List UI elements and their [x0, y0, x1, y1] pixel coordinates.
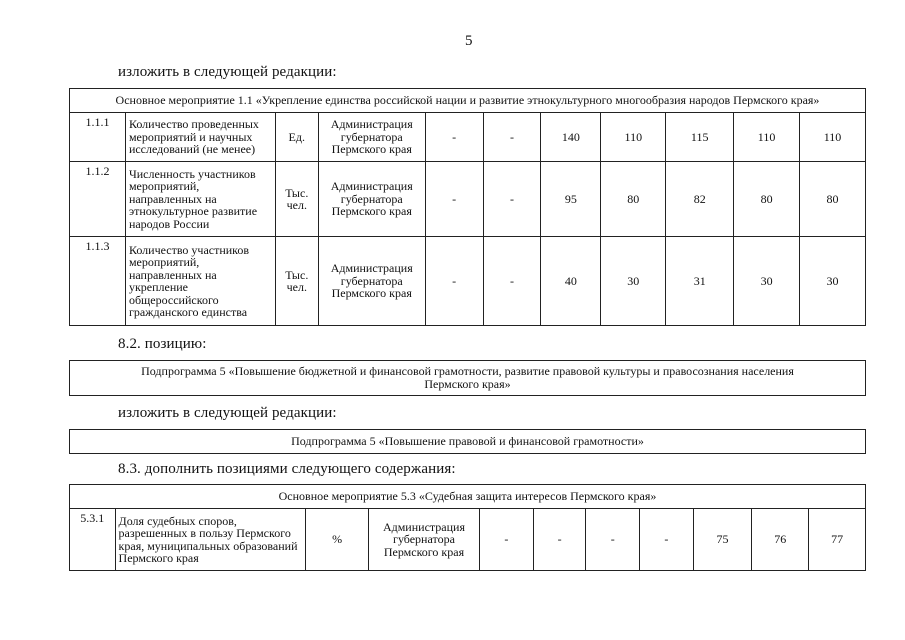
page-number: 5	[465, 33, 473, 49]
value-cell: 30	[601, 237, 666, 326]
section-heading-1: изложить в следующей редакции:	[118, 64, 337, 80]
responsible-org: Администрация губернатора Пермского края	[318, 237, 425, 326]
responsible-org: Администрация губернатора Пермского края	[318, 162, 425, 237]
unit-cell: Ед.	[275, 113, 318, 162]
value-cell: 80	[601, 162, 666, 237]
section-heading-4: 8.3. дополнить позициями следующего содержания:	[118, 461, 456, 477]
table-row	[70, 113, 866, 162]
table-caption: Основное мероприятие 1.1 «Укрепление единства российской нации и развитие этнокультурного многообразия народов Пермского края»	[70, 89, 866, 113]
value-cell: 30	[800, 237, 866, 326]
indicator-name: Численность участников мероприятий, направленных на этнокультурное развитие народов России	[125, 162, 275, 237]
value-cell: 30	[734, 237, 800, 326]
table-caption: Основное мероприятие 5.3 «Судебная защита интересов Пермского края»	[70, 485, 866, 509]
value-cell: 110	[734, 113, 800, 162]
value-cell: 40	[541, 237, 601, 326]
indicator-name: Количество проведенных мероприятий и научных исследований (не менее)	[125, 113, 275, 162]
value-cell: -	[480, 509, 534, 571]
indicators-table-2	[69, 484, 866, 571]
unit-cell: Тыс. чел.	[275, 237, 318, 326]
section-heading-3: изложить в следующей редакции:	[118, 405, 337, 421]
value-cell: 76	[752, 509, 809, 571]
value-cell: -	[640, 509, 694, 571]
row-number: 1.1.3	[70, 237, 126, 326]
indicators-table-1	[69, 88, 866, 326]
subprogram-box-old	[69, 360, 866, 396]
value-cell: 80	[734, 162, 800, 237]
value-cell: -	[533, 509, 586, 571]
value-cell: -	[483, 113, 541, 162]
value-cell: -	[586, 509, 640, 571]
table-row	[70, 162, 866, 237]
subprogram-box-new	[69, 429, 866, 454]
value-cell: 95	[541, 162, 601, 237]
value-cell: -	[483, 162, 541, 237]
value-cell: 140	[541, 113, 601, 162]
row-number: 5.3.1	[70, 509, 116, 571]
subprogram-text-continued: Пермского края»	[424, 377, 511, 391]
value-cell: 110	[601, 113, 666, 162]
unit-cell: Тыс. чел.	[275, 162, 318, 237]
value-cell: -	[425, 237, 483, 326]
value-cell: 75	[693, 509, 752, 571]
value-cell: 80	[800, 162, 866, 237]
subprogram-text: Подпрограмма 5 «Повышение правовой и финансовой грамотности»	[291, 434, 644, 448]
value-cell: -	[483, 237, 541, 326]
value-cell: -	[425, 162, 483, 237]
unit-cell: %	[306, 509, 369, 571]
subprogram-text: Подпрограмма 5 «Повышение бюджетной и финансовой грамотности, развитие правовой культуры и правосознания населения	[141, 364, 794, 378]
row-number: 1.1.2	[70, 162, 126, 237]
responsible-org: Администрация губернатора Пермского края	[318, 113, 425, 162]
section-heading-2: 8.2. позицию:	[118, 336, 207, 352]
table-row	[70, 509, 866, 571]
value-cell: 77	[809, 509, 866, 571]
value-cell: 110	[800, 113, 866, 162]
row-number: 1.1.1	[70, 113, 126, 162]
indicator-name: Количество участников мероприятий, направленных на укрепление общероссийского гражданского единства	[125, 237, 275, 326]
indicator-name: Доля судебных споров, разрешенных в пользу Пермского края, муниципальных образований Пермского края	[115, 509, 306, 571]
responsible-org: Администрация губернатора Пермского края	[368, 509, 479, 571]
table-row	[70, 237, 866, 326]
value-cell: 82	[666, 162, 734, 237]
value-cell: 31	[666, 237, 734, 326]
value-cell: -	[425, 113, 483, 162]
value-cell: 115	[666, 113, 734, 162]
